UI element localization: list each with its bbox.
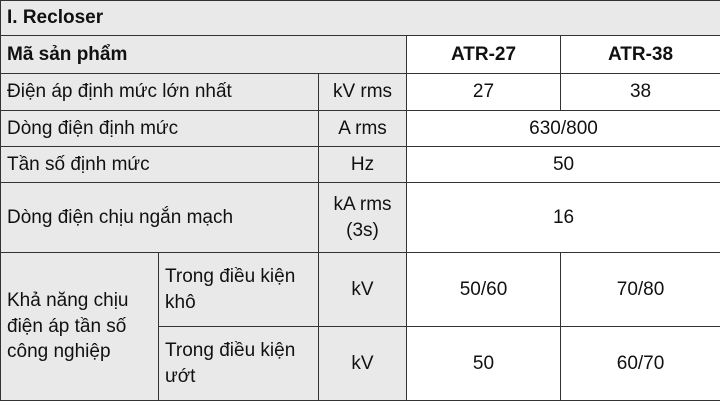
model-atr-38: ATR-38 [561,36,720,74]
value-cell: 38 [561,74,720,111]
value-cell: 16 [407,183,720,253]
value-cell: 630/800 [407,111,720,147]
value-cell: 50/60 [407,253,561,327]
table-row [1,253,720,327]
param-label: Điện áp định mức lớn nhất [1,74,319,111]
unit-label: kA rms (3s) [319,183,407,253]
param-label: Tần số định mức [1,147,319,183]
param-label: Dòng điện chịu ngắn mạch [1,183,319,253]
unit-label: A rms [319,111,407,147]
section-title: I. Recloser [1,1,720,36]
table-row [1,74,720,111]
withstand-group-label: Khả năng chịu điện áp tần số công nghiệp [1,253,159,401]
table-row [1,147,720,183]
table-row [1,183,720,253]
unit-label: kV rms [319,74,407,111]
condition-label: Trong điều kiện khô [159,253,319,327]
value-cell: 60/70 [561,327,720,401]
value-cell: 70/80 [561,253,720,327]
value-cell: 50 [407,147,720,183]
table-row [1,111,720,147]
value-cell: 50 [407,327,561,401]
section-title-row [1,1,720,36]
product-code-label: Mã sản phẩm [1,36,407,74]
value-cell: 27 [407,74,561,111]
model-atr-27: ATR-27 [407,36,561,74]
unit-label: Hz [319,147,407,183]
unit-label: kV [319,327,407,401]
param-label: Dòng điện định mức [1,111,319,147]
unit-label: kV [319,253,407,327]
condition-label: Trong điều kiện ướt [159,327,319,401]
header-row [1,36,720,74]
